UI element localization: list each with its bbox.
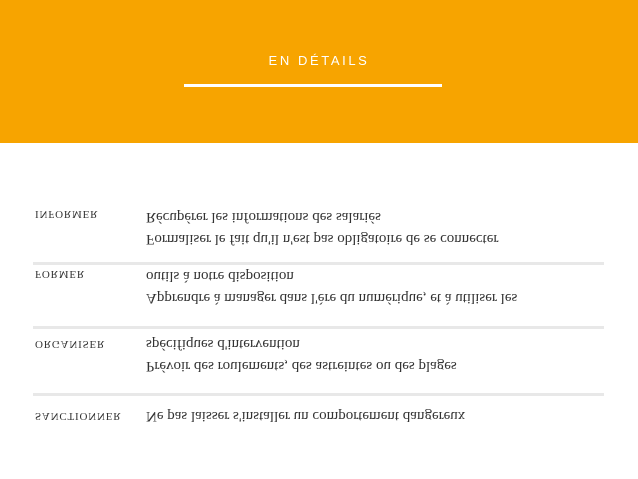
header-banner bbox=[0, 0, 638, 143]
row-label-organiser: ORGANISER bbox=[35, 338, 106, 350]
description-line: Récupérer les informations des salariés bbox=[146, 209, 381, 225]
row-label-informer: INFORMER bbox=[35, 208, 99, 220]
title-underline bbox=[184, 84, 442, 87]
row-description-organiser bbox=[146, 333, 606, 377]
description-line: Prévoir des roulements, des astreintes ou des plages bbox=[146, 358, 457, 374]
row-divider bbox=[33, 393, 604, 396]
description-line: Formaliser le fait qu'il n'est pas obligatoire de se connecter bbox=[146, 231, 499, 247]
row-description-former bbox=[146, 265, 606, 309]
row-description-sanctionner bbox=[146, 405, 606, 427]
page-title: EN DÉTAILS bbox=[268, 53, 370, 68]
row-divider bbox=[33, 326, 604, 329]
description-line: Ne pas laisser s'installer un comportement dangereux bbox=[146, 408, 466, 424]
row-label-sanctionner: SANCTIONNER bbox=[35, 410, 122, 422]
row-description-informer bbox=[146, 206, 606, 250]
description-line: spécifiques d'intervention bbox=[146, 336, 300, 352]
row-label-former: FORMER bbox=[35, 268, 86, 280]
description-line: Apprendre à manager dans l'ère du numérique, et à utiliser les bbox=[146, 290, 518, 306]
description-line: outils à notre disposition bbox=[146, 268, 294, 284]
